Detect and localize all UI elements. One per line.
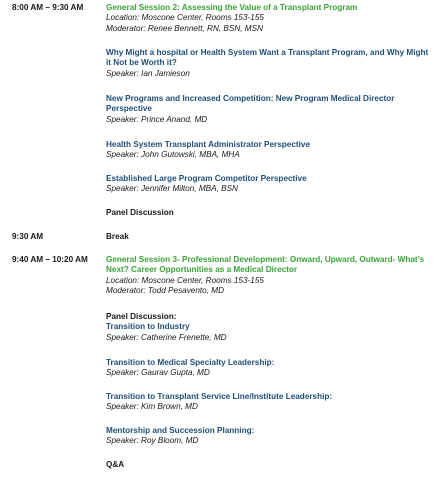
session-content bbox=[106, 255, 431, 297]
session-content bbox=[106, 3, 431, 34]
talk-speaker: Speaker: Catherine Frenette, MD bbox=[106, 332, 227, 342]
talk-speaker: Speaker: Kim Brown, MD bbox=[106, 402, 198, 412]
talk-speaker: Speaker: Roy Bloom, MD bbox=[106, 436, 199, 446]
talk-speaker: Speaker: Prince Anand, MD bbox=[106, 114, 208, 124]
talk-speaker: Speaker: Ian Jamieson bbox=[106, 68, 190, 78]
session-time: 9:40 AM – 10:20 AM bbox=[12, 255, 88, 264]
talk-speaker: Speaker: Gaurav Gupta, MD bbox=[106, 368, 210, 378]
qa-label: Q&A bbox=[106, 460, 125, 469]
talk-speaker: Speaker: Jennifer Milton, MBA, BSN bbox=[106, 184, 238, 194]
session-location: Location: Moscone Center, Rooms 153-155 bbox=[106, 13, 264, 23]
talk-title: Transition to Industry bbox=[106, 322, 190, 332]
session-location: Location: Moscone Center, Rooms 153-155 bbox=[106, 275, 264, 285]
session-title: General Session 2: Assessing the Value of a Transplant Program bbox=[106, 3, 358, 12]
session-time: 9:30 AM bbox=[12, 232, 44, 241]
talk-title: New Programs and Increased Competition: New Program Medical Director Perspective bbox=[106, 94, 395, 114]
talk-title: Transition to Transplant Service Line/Institute Leadership: bbox=[106, 392, 333, 401]
session-title: General Session 3- Professional Development: Onward, Upward, Outward- What’s Next? Career Opportunities as a Medical Director bbox=[106, 255, 425, 275]
talk-title: Health System Transplant Administrator Perspective bbox=[106, 140, 310, 149]
talk-title: Transition to Medical Specialty Leadership: bbox=[106, 358, 275, 367]
panel-discussion-label: Panel Discussion bbox=[106, 208, 174, 217]
panel-discussion-label: Panel Discussion: bbox=[106, 312, 177, 321]
talk-speaker: Speaker: John Gutowski, MBA, MHA bbox=[106, 150, 240, 160]
session-moderator: Moderator: Todd Pesavento, MD bbox=[106, 286, 225, 296]
break-label: Break bbox=[106, 232, 129, 241]
session-time: 8:00 AM – 9:30 AM bbox=[12, 3, 84, 12]
talk-title: Why Might a hospital or Health System Want a Transplant Program, and Why Might it Not be Worth it? bbox=[106, 48, 429, 68]
talk-title: Established Large Program Competitor Perspective bbox=[106, 174, 307, 183]
session-moderator: Moderator: Renee Bennett, RN, BSN, MSN bbox=[106, 23, 263, 33]
talk-title: Mentorship and Succession Planning: bbox=[106, 426, 255, 435]
